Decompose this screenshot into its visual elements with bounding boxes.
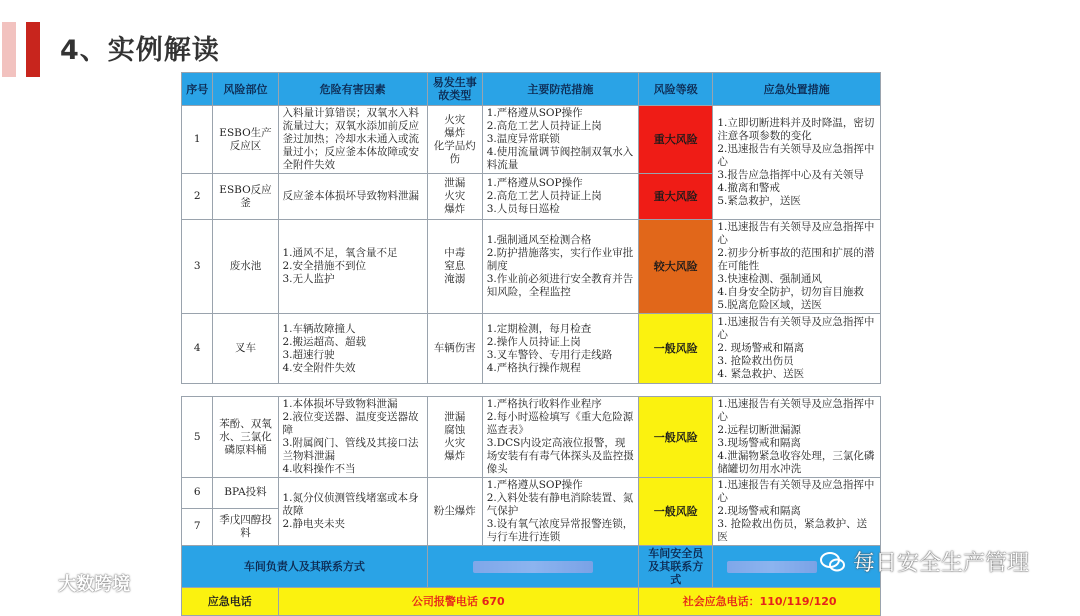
measure-item: 1.强制通风至检测合格 [486,234,592,246]
accident-type: 腐蚀 [444,424,466,436]
col-header-no: 序号 [182,73,213,106]
risk-table-lower [181,396,881,616]
row-accident [427,106,482,174]
row-accident: 粉尘爆炸 [427,478,482,546]
risk-level-major: 重大风险 [639,174,713,220]
measure-item: 3.叉车警铃、专用行走线路 [486,348,613,361]
manager-contact-value [427,546,638,588]
row-measures [482,478,638,546]
measure-item: 3.DCS内设定高液位报警，现场安装有有毒气体探头及监控摄像头 [486,437,634,475]
row-accident [427,397,482,478]
row-location: 季戊四醇投料 [213,508,278,545]
measure-item: 1.定期检测，每月检查 [486,322,592,335]
measure-item: 3.作业前必须进行安全教育并告知风险，全程监控 [486,273,634,298]
row-no: 5 [182,397,213,478]
row-no: 2 [182,174,213,220]
risk-table-upper [181,72,881,384]
row-hazards: 入料量计算错误；双氧水入料流量过大；双氧水添加前反应釜过加热；冷却水未通入或流量过小；反应釜本体故障或安全附件失效 [278,106,427,174]
row-emergency: 1.迅速报告有关领导及应急指挥中心 2.现场警戒和隔离 3. 抢险救出伤员，紧急救护、送医 [713,478,881,546]
risk-level-general: 一般风险 [639,478,713,546]
row-emergency: 1.迅速报告有关领导及应急指挥中心 2.初步分析事故的范围和扩展的潜在可能性 3.快速检测、强制通风 4.自身安全防护，切勿盲目施救 5.脱离危险区域，送医 [713,220,881,314]
risk-level-major: 重大风险 [639,106,713,174]
accident-type: 淹溺 [444,273,466,285]
watermark-right [820,546,1029,577]
measure-item: 4.严格执行操作规程 [486,361,581,374]
hazard-item: 3.无人监护 [282,273,335,285]
row-hazards [278,314,427,384]
row-accident [427,220,482,314]
row-no: 7 [182,508,213,545]
watermark-left-text: 大数跨境 [58,574,131,595]
col-header-emergency: 应急处置措施 [713,73,881,106]
row-location: BPA投料 [213,478,278,509]
measure-item: 1.严格遵从SOP操作 [486,107,583,119]
col-header-measures: 主要防范措施 [482,73,638,106]
accident-type: 泄漏 [444,411,466,423]
social-emergency-phone: 社会应急电话：110/119/120 [639,588,881,616]
accident-type: 火灾 [444,190,466,202]
table-row [182,397,881,478]
measure-item: 2.防护措施落实，实行作业审批制度 [486,247,634,272]
row-measures [482,314,638,384]
measure-item: 4.使用流量调节阀控制双氧水入料流量 [486,146,634,171]
row-location: ESBO生产反应区 [213,106,278,174]
row-measures [482,397,638,478]
row-measures [482,174,638,220]
risk-level-large: 较大风险 [639,220,713,314]
risk-level-general: 一般风险 [639,314,713,384]
hazard-item: 2.安全措施不到位 [282,260,367,272]
accident-type: 泄漏 [444,177,466,189]
col-header-risk: 风险等级 [639,73,713,106]
row-hazards [278,220,427,314]
row-measures [482,220,638,314]
row-location: 废水池 [213,220,278,314]
accident-type: 中毒 [444,247,466,259]
hazard-item: 3.附属阀门、管线及其接口法兰物料泄漏 [282,437,419,462]
accent-bar-outline [2,22,16,77]
measure-item: 2.操作人员持证上岗 [486,335,581,348]
redacted-contact [473,561,593,573]
accident-type: 窒息 [444,260,466,272]
measure-item: 2.入料处装有静电消除装置、氮气保护 [486,492,634,517]
hazard-item: 1.车辆故障撞人 [282,322,356,335]
row-no: 6 [182,478,213,509]
accident-type: 火灾 [444,113,466,126]
table-row [182,478,881,509]
hazard-item: 1.氮分仪侦测管线堵塞或本身故障 [282,492,419,517]
redacted-contact [727,561,817,573]
col-header-hazards: 危险有害因素 [278,73,427,106]
hazard-item: 2.搬运超高、超载 [282,335,367,348]
measure-item: 3.人员每日巡检 [486,203,560,215]
accident-type: 火灾 [444,437,466,449]
accident-type: 化学品灼伤 [433,139,476,165]
measure-item: 2.高危工艺人员持证上岗 [486,190,602,202]
measure-item: 1.严格遵从SOP操作 [486,177,583,189]
hazard-item: 4.安全附件失效 [282,361,356,374]
safety-officer-label: 车间安全员及其联系方式 [639,546,713,588]
measure-item: 1.严格遵从SOP操作 [486,479,583,491]
contacts-row [182,546,881,588]
row-no: 3 [182,220,213,314]
measure-item: 3.温度异常联锁 [486,133,560,145]
hazard-item: 1.本体损坏导致物料泄漏 [282,398,398,410]
hazard-item: 1.通风不足，氧含量不足 [282,247,398,259]
table-row [182,314,881,384]
company-alarm-phone: 公司报警电话 670 [278,588,639,616]
accident-type: 爆炸 [444,203,466,215]
col-header-location: 风险部位 [213,73,278,106]
emergency-phone-label: 应急电话 [182,588,279,616]
measure-item: 2.高危工艺人员持证上岗 [486,120,602,132]
watermark-right-text: 每日安全生产管理 [853,551,1030,576]
accident-type: 爆炸 [444,450,466,462]
measure-item: 3.设有氧气浓度异常报警连锁，与行车进行连锁 [486,518,634,543]
brand-logo-icon [30,575,52,593]
risk-level-general: 一般风险 [639,397,713,478]
row-emergency: 1.立即切断进料并及时降温，密切注意各项参数的变化 2.迅速报告有关领导及应急指挥中心 3.报告应急指挥中心及有关领导 4.撤离和警戒 5.紧急救护，送医 [713,106,881,220]
slide-title: 4、实例解读 [60,35,220,66]
accident-type: 爆炸 [444,126,466,139]
table-row [182,220,881,314]
table-row [182,106,881,174]
row-emergency: 1.迅速报告有关领导及应急指挥中心 2.远程切断泄漏源 3.现场警戒和隔离 4.泄漏物紧急收容处理，三氯化磷储罐切勿用水冲洗 [713,397,881,478]
row-accident [427,174,482,220]
row-location: ESBO反应釜 [213,174,278,220]
row-location: 苯酚、双氧水、三氯化磷原料桶 [213,397,278,478]
col-header-accident: 易发生事故类型 [427,73,482,106]
row-hazards [278,478,427,546]
row-hazards: 反应釜本体损坏导致物料泄漏 [278,174,427,220]
manager-contact-label: 车间负责人及其联系方式 [182,546,428,588]
measure-item: 1.严格执行收料作业程序 [486,398,602,410]
watermark-left [30,570,130,596]
hazard-item: 2.静电夹未夹 [282,518,346,530]
hazard-item: 4.收料操作不当 [282,463,356,475]
row-accident: 车辆伤害 [427,314,482,384]
row-hazards [278,397,427,478]
emergency-phone-row [182,588,881,616]
wechat-icon [820,551,846,573]
row-no: 1 [182,106,213,174]
row-emergency: 1.迅速报告有关领导及应急指挥中心 2. 现场警戒和隔离 3. 抢险救出伤员 4. 紧急救护、送医 [713,314,881,384]
row-measures [482,106,638,174]
row-no: 4 [182,314,213,384]
hazard-item: 3.超速行驶 [282,348,335,361]
hazard-item: 2.液位变送器、温度变送器故障 [282,411,419,436]
accent-bar [26,22,40,77]
row-location: 叉车 [213,314,278,384]
measure-item: 2.每小时巡检填写《重大危险源巡查表》 [486,411,634,436]
